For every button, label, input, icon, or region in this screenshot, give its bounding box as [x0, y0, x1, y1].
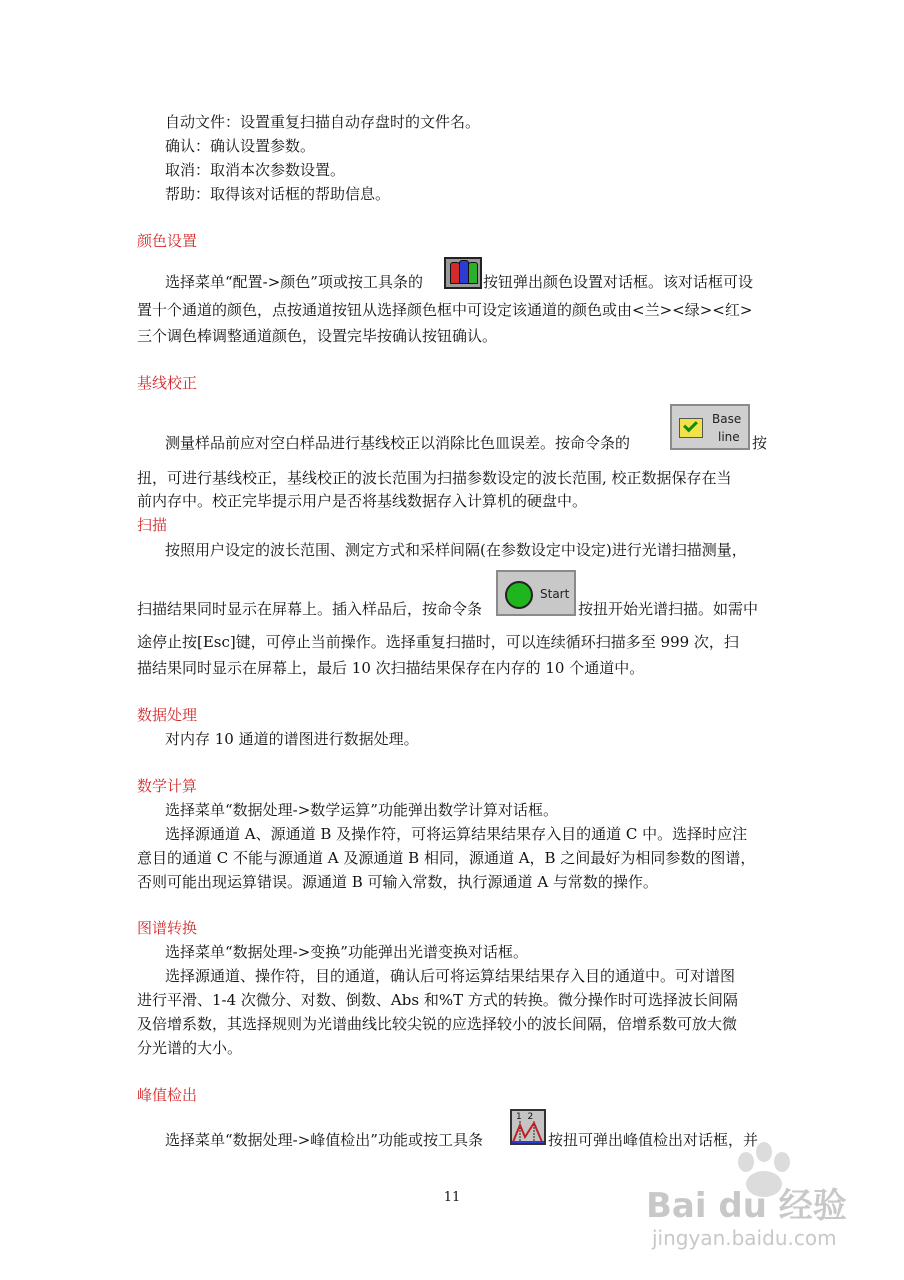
paragraph-line: 前内存中。校正完毕提示用户是否将基线数据存入计算机的硬盘中。 [137, 492, 588, 510]
paragraph-line: 按钮弹出颜色设置对话框。该对话框可设 [483, 273, 754, 291]
paragraph-line: 扫描结果同时显示在屏幕上。插入样品后，按命令条 [137, 600, 483, 618]
section-heading-baseline: 基线校正 [137, 374, 198, 392]
watermark-brand: Bai du 经验 [646, 1186, 847, 1226]
confirm-text: 确认：确认设置参数。 [165, 137, 316, 155]
cancel-text: 取消：取消本次参数设置。 [165, 161, 346, 179]
section-heading-scan: 扫描 [137, 516, 168, 534]
paragraph-line: 途停止按[Esc]键，可停止当前操作。选择重复扫描时，可以连续循环扫描多至 999 次，扫 [137, 633, 739, 651]
green-circle-icon [505, 581, 533, 609]
paragraph-line: 对内存 10 通道的谱图进行数据处理。 [165, 730, 419, 748]
paragraph-line: 按扭可弹出峰值检出对话框，并 [548, 1131, 759, 1149]
section-heading-transform: 图谱转换 [137, 919, 198, 937]
paragraph-line: 选择菜单“数据处理->变换”功能弹出光谱变换对话框。 [165, 943, 528, 961]
start-label: Start [540, 587, 570, 601]
start-button[interactable] [496, 570, 576, 616]
peak-labels: 1 2 [516, 1112, 534, 1122]
paragraph-line: 及倍增系数，其选择规则为光谱曲线比较尖锐的应选择较小的波长间隔，倍增系数可放大微 [137, 1015, 738, 1033]
paragraph-line: 意目的通道 C 不能与源通道 A 及源通道 B 相同，源通道 A，B 之间最好为相同参数的图谱， [137, 849, 756, 867]
watermark-url: jingyan.baidu.com [652, 1226, 837, 1250]
section-heading-data: 数据处理 [137, 706, 198, 724]
paragraph-line: 置十个通道的颜色，点按通道按钮从选择颜色框中可设定该通道的颜色或由<兰><绿><红> [137, 301, 753, 319]
color-settings-button[interactable] [444, 257, 482, 289]
paragraph-line: 按照用户设定的波长范围、测定方式和采样间隔(在参数设定中设定)进行光谱扫描测量， [165, 541, 747, 559]
baidu-watermark [646, 1140, 876, 1260]
auto-file-text: 自动文件：设置重复扫描自动存盘时的文件名。 [165, 113, 481, 131]
section-heading-color: 颜色设置 [137, 232, 198, 250]
peak-detect-button[interactable] [510, 1109, 546, 1145]
paragraph-line: 测量样品前应对空白样品进行基线校正以消除比色皿误差。按命令条的 [165, 434, 631, 452]
baseline-button[interactable] [670, 404, 750, 450]
paragraph-line: 进行平滑、1-4 次微分、对数、倒数、Abs 和%T 方式的转换。微分操作时可选择波长间隔 [137, 991, 738, 1009]
page-number: 11 [443, 1190, 461, 1205]
green-bar-icon [468, 262, 478, 284]
paragraph-line: 三个调色棒调整通道颜色，设置完毕按确认按钮确认。 [137, 327, 498, 345]
paragraph-line: 否则可能出现运算错误。源通道 B 可输入常数，执行源通道 A 与常数的操作。 [137, 873, 658, 891]
paragraph-line: 选择源通道、操作符，目的通道，确认后可将运算结果结果存入目的通道中。可对谱图 [165, 967, 736, 985]
paragraph-line: 分光谱的大小。 [137, 1039, 243, 1057]
section-heading-peak: 峰值检出 [137, 1086, 198, 1104]
paragraph-line: 按扭开始光谱扫描。如需中 [578, 600, 759, 618]
paragraph-line: 按 [752, 434, 768, 452]
paragraph-line: 描结果同时显示在屏幕上，最后 10 次扫描结果保存在内存的 10 个通道中。 [137, 659, 645, 677]
paragraph-line: 选择源通道 A、源通道 B 及操作符，可将运算结果结果存入目的通道 C 中。选择时应注 [165, 825, 748, 843]
baseline-label-1: Base [712, 412, 742, 426]
help-text: 帮助：取得该对话框的帮助信息。 [165, 185, 391, 203]
checkmark-folder-icon [679, 418, 703, 438]
paragraph-line: 选择菜单“数据处理->数学运算”功能弹出数学计算对话框。 [165, 801, 558, 819]
paragraph-line: 选择菜单“数据处理->峰值检出”功能或按工具条 [165, 1131, 483, 1149]
section-heading-math: 数学计算 [137, 777, 198, 795]
paragraph-line: 选择菜单“配置->颜色”项或按工具条的 [165, 273, 423, 291]
baseline-label-2: line [718, 430, 740, 444]
paragraph-line: 扭，可进行基线校正，基线校正的波长范围为扫描参数设定的波长范围, 校正数据保存在当 [137, 469, 732, 487]
peak-chart-icon [512, 1121, 544, 1143]
